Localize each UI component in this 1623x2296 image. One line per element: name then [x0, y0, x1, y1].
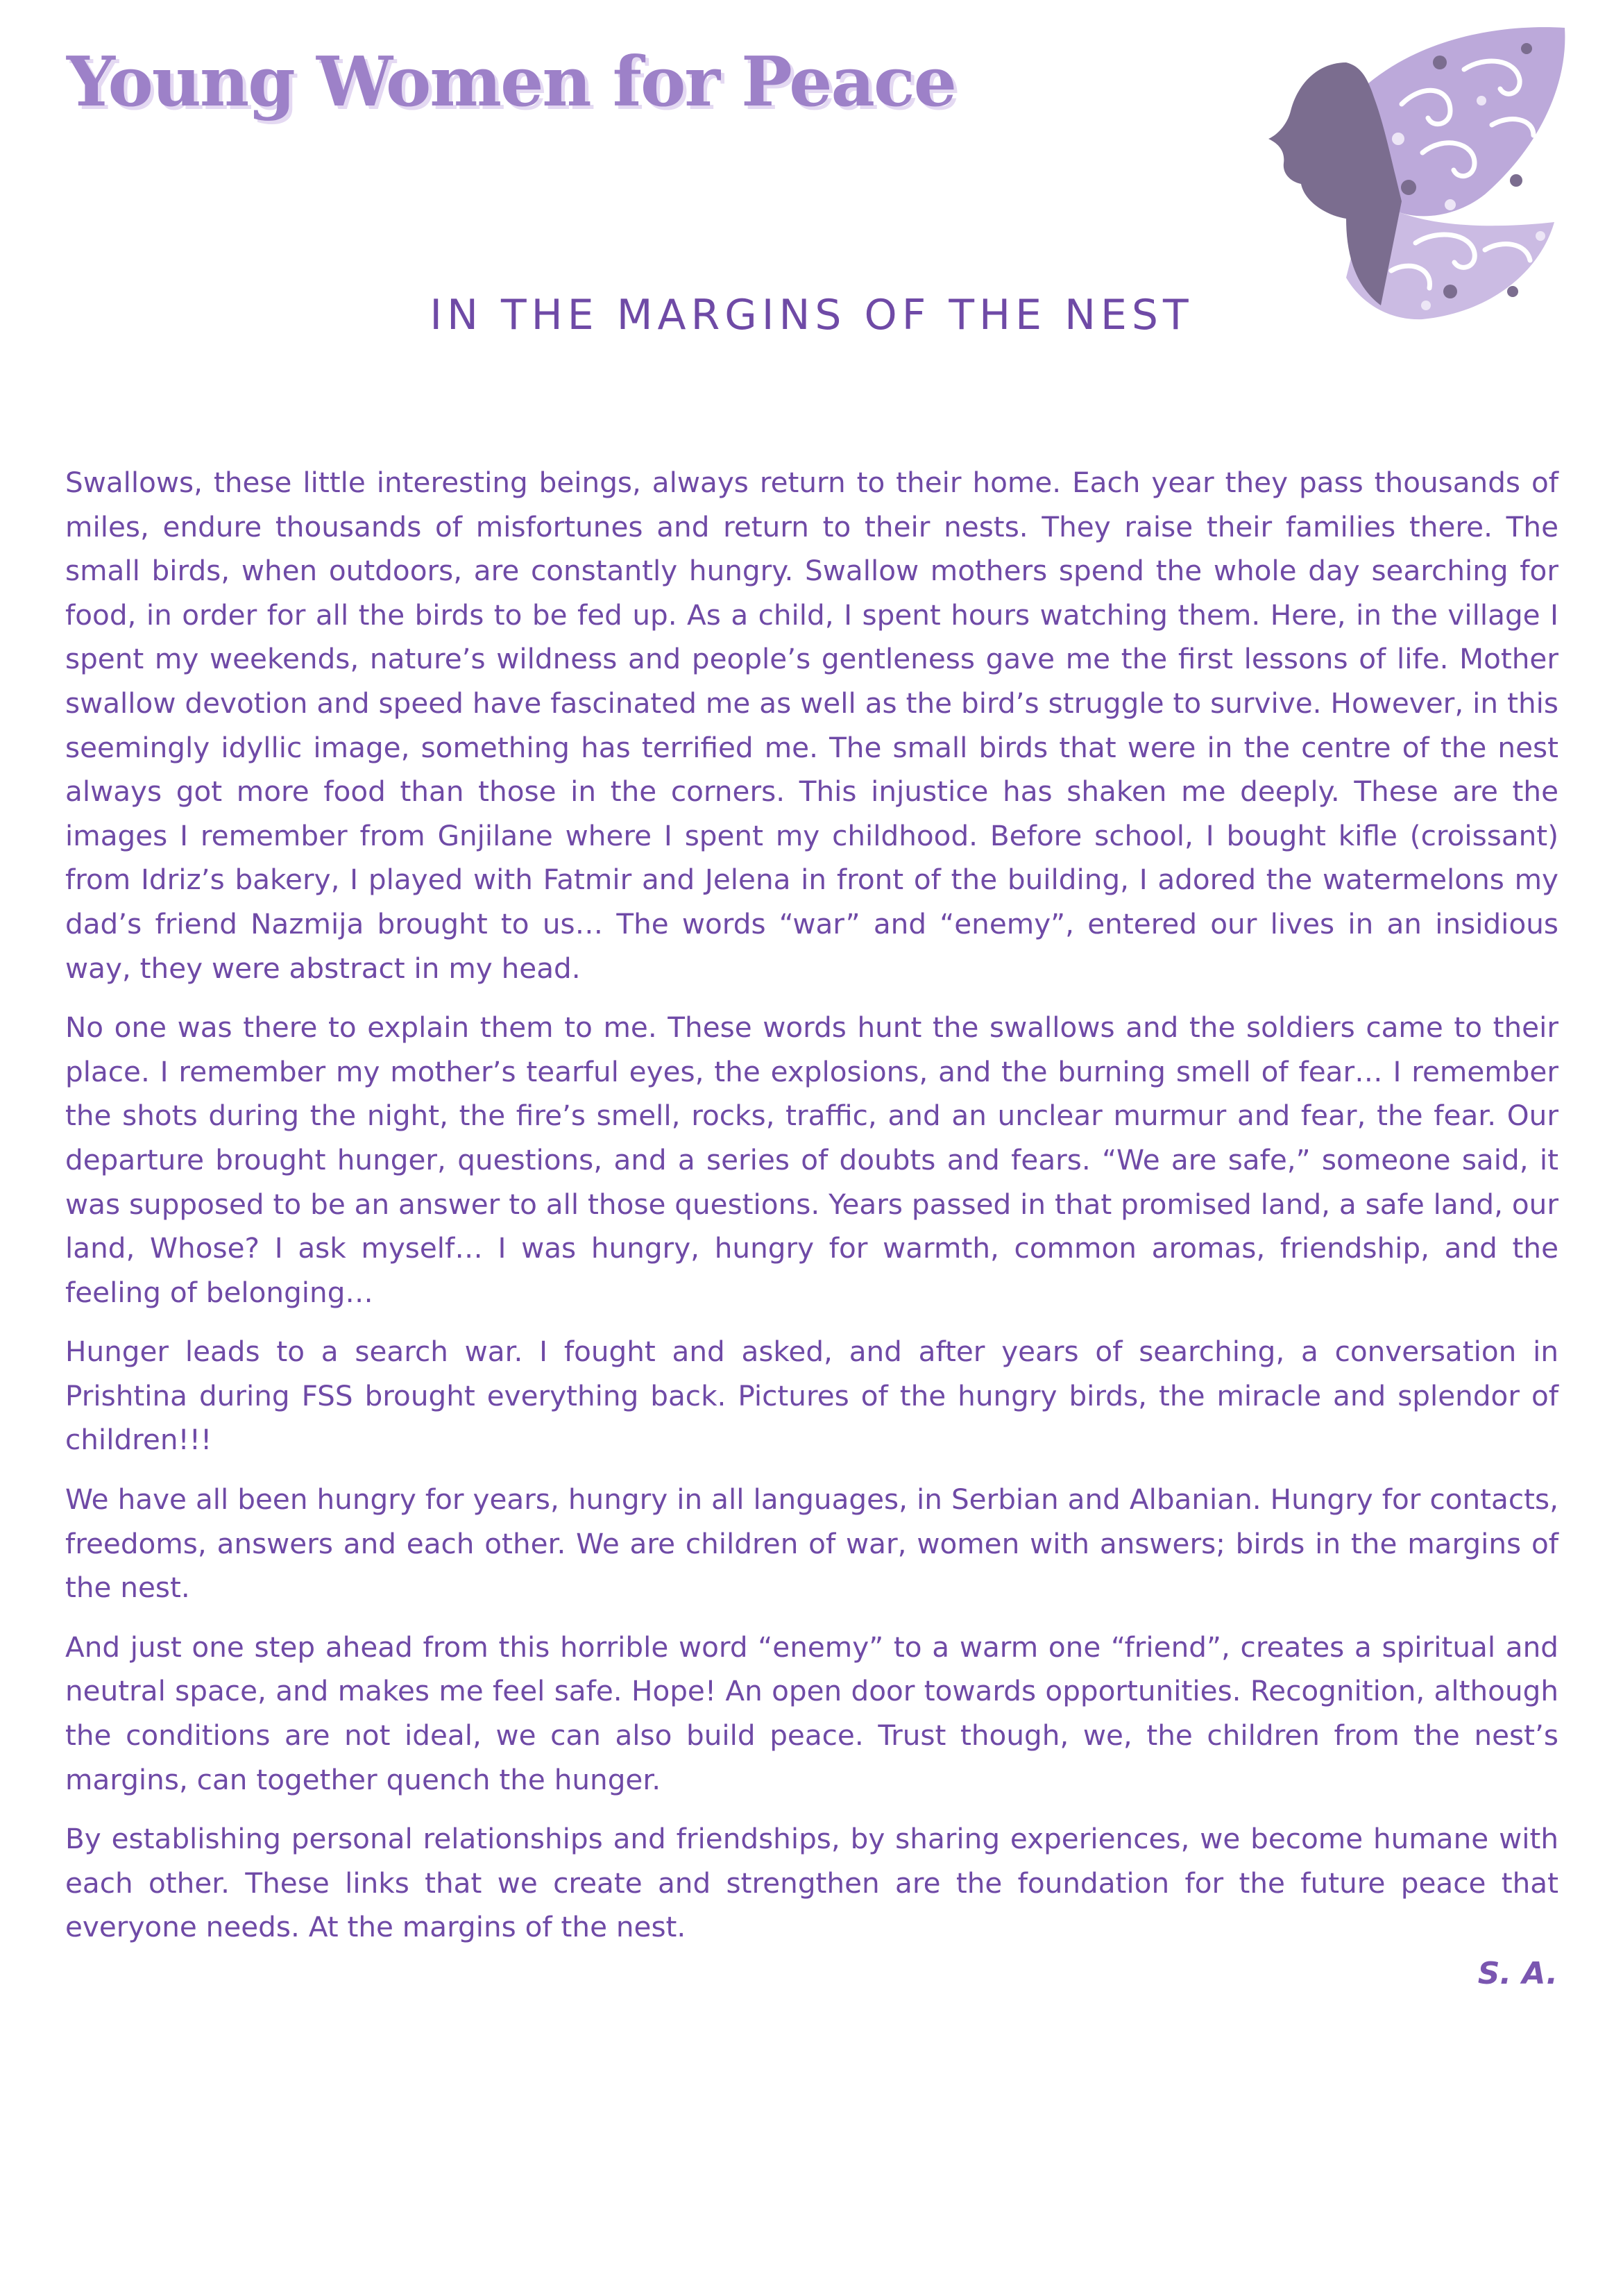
article-body	[65, 461, 1558, 1965]
paragraph: We have all been hungry for years, hungry in all languages, in Serbian and Albanian. Hungry for contacts, freedoms, answers and each other. We are children of war, women with answers; birds in the margins of the nest.	[65, 1483, 1558, 1605]
dove-with-woman-profile-icon	[1242, 21, 1575, 326]
paragraph: Swallows, these little interesting beings, always return to their home. Each year they pass thousands of miles, endure thousands of misfortunes and return to their nests. They raise their families there. The small birds, when outdoors, are constantly hungry. Swallow mothers spend the whole day searching for food, in order for all the birds to be fed up. As a child, I spent hours watching them. Here, in the village I spent my weekends, nature’s wildness and people’s gentleness gave me the first lessons of life. Mother swallow devotion and speed have fascinated me as well as the bird’s struggle to survive. However, in this seemingly idyllic image, something has terrified me. The small birds that were in the centre of the nest always got more food than those in the corners. This injustice has shaken me deeply. These are the images I remember from Gnjilane where I spent my childhood. Before school, I bought kifle (croissant) from Idriz’s bakery, I played with Fatmir and Jelena in front of the building, I adored the watermelons my dad’s friend Nazmija brought to us… The words “war” and “enemy”, entered our lives in an insidious way, they were abstract in my head.	[65, 466, 1558, 985]
paragraph: And just one step ahead from this horrible word “enemy” to a warm one “friend”, creates a spiritual and neutral space, and makes me feel safe. Hope! An open door towards opportunities. Recognition, although the conditions are not ideal, we can also build peace. Trust though, we, the children from the nest’s margins, can together quench the hunger.	[65, 1630, 1558, 1796]
paragraph: No one was there to explain them to me. These words hunt the swallows and the soldiers came to their place. I remember my mother’s tearful eyes, the explosions, and the burning smell of fear… I remember the shots during the night, the fire’s smell, rocks, traffic, and an unclear murmur and fear, the fear. Our departure brought hunger, questions, and a series of doubts and fears. “We are safe,” someone said, it was supposed to be an answer to all those questions. Years passed in that promised land, a safe land, our land, Whose? I ask myself… I was hungry, hungry for warmth, common aromas, friendship, and the feeling of belonging…	[65, 1011, 1558, 1309]
author-signature: S. A.	[1477, 1956, 1558, 1991]
paragraph: Hunger leads to a search war. I fought and asked, and after years of searching, a conversation in Prishtina during FSS brought everything back. Pictures of the hungry birds, the miracle and splendor of children!!!	[65, 1335, 1558, 1457]
brand-title: Young Women for Peace	[67, 42, 955, 122]
article-title: IN THE MARGINS OF THE NEST	[430, 291, 1193, 339]
paragraph: By establishing personal relationships and friendships, by sharing experiences, we become humane with each other. These links that we create and strengthen are the foundation for the future peace that everyone needs. At the margins of the nest.	[65, 1822, 1558, 1944]
